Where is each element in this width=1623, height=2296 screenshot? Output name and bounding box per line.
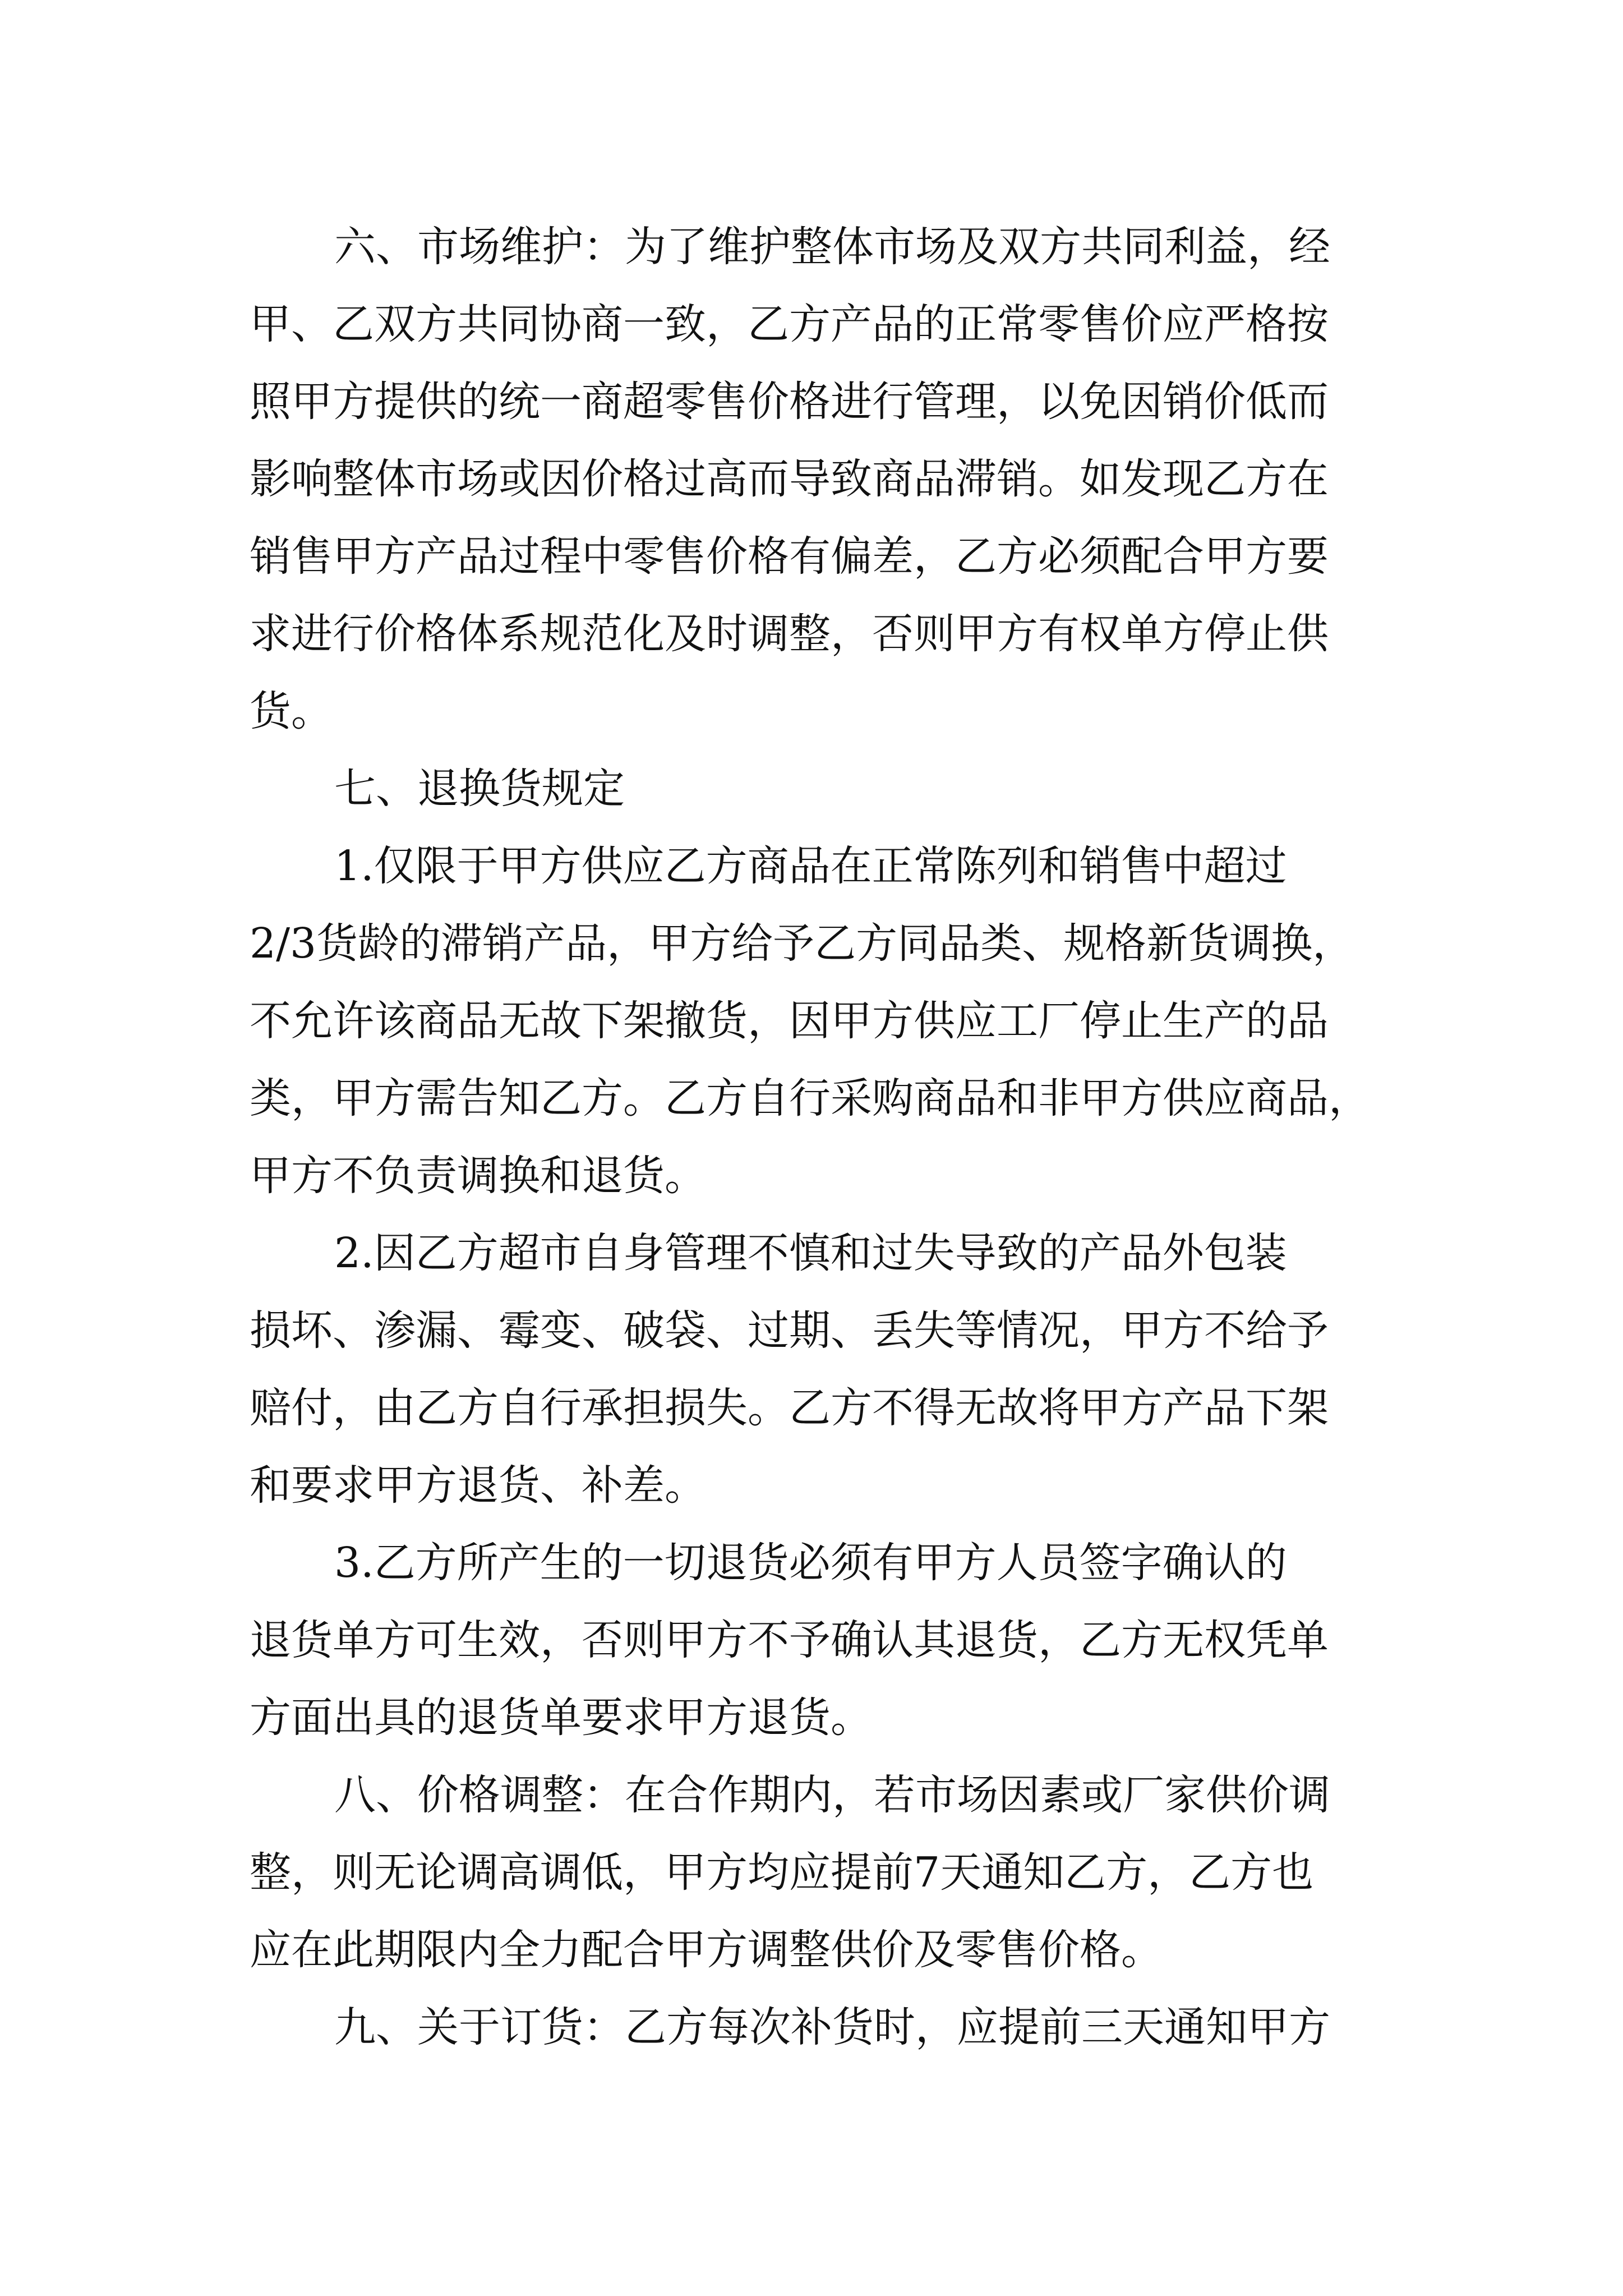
text-line: 退货单方可生效，否则甲方不予确认其退货，乙方无权凭单 [250, 1616, 1329, 1664]
text-line: 方面出具的退货单要求甲方退货。 [250, 1694, 872, 1742]
text-line: 和要求甲方退货、补差。 [250, 1461, 706, 1510]
text-line: 损坏、渗漏、霉变、破袋、过期、丢失等情况，甲方不给予 [250, 1306, 1329, 1355]
text-line: 2.因乙方超市自身管理不慎和过失导致的产品外包装 [334, 1229, 1287, 1277]
text-line: 2/3货龄的滞销产品，甲方给予乙方同品类、规格新货调换， [250, 919, 1354, 968]
text-line: 货。 [250, 687, 333, 735]
text-line: 应在此期限内全力配合甲方调整供价及零售价格。 [250, 1926, 1163, 1974]
text-line: 整，则无论调高调低，甲方均应提前7天通知乙方，乙方也 [250, 1848, 1314, 1897]
text-line: 甲方不负责调换和退货。 [250, 1152, 706, 1200]
section-heading: 七、退换货规定 [334, 765, 625, 813]
text-line: 不允许该商品无故下架撤货，因甲方供应工厂停止生产的品 [250, 997, 1329, 1045]
text-line: 影响整体市场或因价格过高而导致商品滞销。如发现乙方在 [250, 455, 1329, 503]
text-line: 照甲方提供的统一商超零售价格进行管理，以免因销价低而 [250, 378, 1329, 426]
text-line: 八、价格调整：在合作期内，若市场因素或厂家供价调 [334, 1771, 1330, 1819]
text-line: 1.仅限于甲方供应乙方商品在正常陈列和销售中超过 [334, 842, 1287, 890]
text-line: 求进行价格体系规范化及时调整，否则甲方有权单方停止供 [250, 610, 1329, 658]
text-line: 甲、乙双方共同协商一致，乙方产品的正常零售价应严格按 [250, 300, 1329, 348]
text-line: 六、市场维护：为了维护整体市场及双方共同利益，经 [334, 223, 1330, 271]
text-line: 类，甲方需告知乙方。乙方自行采购商品和非甲方供应商品， [250, 1074, 1370, 1122]
text-line: 九、关于订货：乙方每次补货时，应提前三天通知甲方 [334, 2003, 1330, 2051]
text-line: 销售甲方产品过程中零售价格有偏差，乙方必须配合甲方要 [250, 532, 1329, 581]
text-line: 3.乙方所产生的一切退货必须有甲方人员签字确认的 [334, 1539, 1287, 1587]
text-line: 赔付，由乙方自行承担损失。乙方不得无故将甲方产品下架 [250, 1384, 1329, 1432]
